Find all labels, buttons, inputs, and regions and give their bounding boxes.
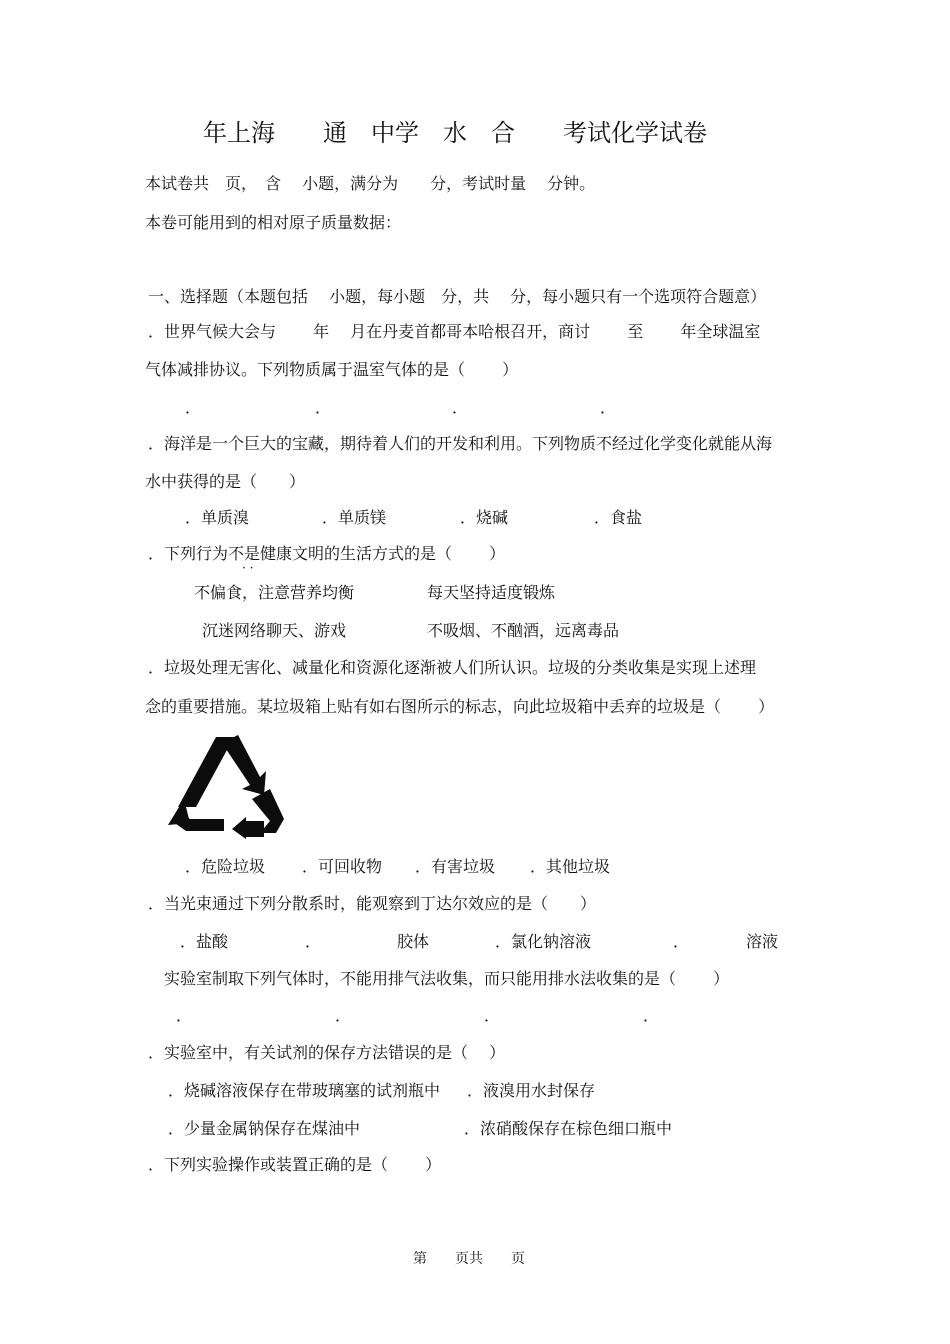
- question-1-stem-line-1: ．世界气候大会与 年 月在丹麦首都哥本哈根召开，商讨 至 年全球温室: [148, 322, 761, 341]
- question-5-option-c: ．氯化钠溶液: [495, 932, 592, 951]
- question-5-option-d: 溶液: [746, 932, 779, 951]
- question-5-stem: ．当光束通过下列分散系时，能观察到丁达尔效应的是（ ）: [148, 894, 597, 913]
- question-1-option-d: ．: [600, 398, 617, 417]
- question-4-option-b: ．可回收物: [302, 857, 383, 876]
- question-3-option-b: 每天坚持适度锻炼: [427, 583, 556, 602]
- exam-title: 年上海 通 中学 水 合 考试化学试卷: [203, 119, 707, 147]
- question-7-stem: ．实验室中，有关试剂的保存方法错误的是（ ）: [148, 1043, 506, 1062]
- question-8-stem: ．下列实验操作或装置正确的是（ ）: [148, 1155, 442, 1174]
- question-3-option-a: 不偏食，注意营养均衡: [194, 583, 355, 602]
- question-5-option-d-dot: ．: [673, 932, 690, 951]
- recycle-symbol: [166, 733, 286, 839]
- section-heading: 一、选择题（本题包括 小题，每小题 分，共 分，每小题只有一个选项符合题意）: [148, 287, 767, 306]
- question-3-stem: ．下列行为不是健康文明的生活方式的是（ ）: [148, 544, 506, 563]
- question-7-option-b: ．液溴用水封保存: [467, 1081, 596, 1100]
- question-2-option-c: ．烧碱: [460, 508, 509, 527]
- question-7-option-c: ．少量金属钠保存在煤油中: [168, 1119, 361, 1138]
- question-6-option-d: ．: [643, 1006, 660, 1025]
- question-6-option-a: ．: [176, 1006, 193, 1025]
- question-4-option-c: ．有害垃圾: [415, 857, 496, 876]
- intro-line-1: 本试卷共 页， 含 小题，满分为 分，考试时量 分钟。: [145, 174, 596, 193]
- question-2-option-a: ．单质溴: [185, 508, 250, 527]
- question-5-option-a: ．盐酸: [180, 932, 229, 951]
- recycle-arm-right: [222, 735, 266, 795]
- emphasis-dots: · ·: [242, 561, 254, 575]
- question-7-option-d: ．浓硝酸保存在棕色细口瓶中: [464, 1119, 673, 1138]
- question-6-option-c: ．: [484, 1006, 501, 1025]
- question-2-stem-line-2: 水中获得的是（ ）: [145, 472, 306, 491]
- question-2-option-b: ．单质镁: [322, 508, 387, 527]
- question-6-stem: 实验室制取下列气体时，不能用排气法收集，而只能用排水法收集的是（ ）: [164, 969, 730, 988]
- page-footer: 第 页共 页: [413, 1251, 525, 1267]
- question-1-option-c: ．: [452, 398, 469, 417]
- question-4-option-d: ．其他垃圾: [530, 857, 611, 876]
- recycle-arm-bottom: [232, 817, 264, 839]
- question-3-option-c: 沉迷网络聊天、游戏: [202, 621, 347, 640]
- question-2-option-d: ．食盐: [594, 508, 643, 527]
- question-1-option-a: ．: [185, 398, 202, 417]
- question-4-stem-line-2: 念的重要措施。某垃圾箱上贴有如右图所示的标志，向此垃圾箱中丢弃的垃圾是（ ）: [145, 697, 775, 716]
- question-4-option-a: ．危险垃圾: [185, 857, 266, 876]
- question-4-stem-line-1: ．垃圾处理无害化、减量化和资源化逐渐被人们所认识。垃圾的分类收集是实现上述理: [148, 658, 757, 677]
- intro-line-2: 本卷可能用到的相对原子质量数据：: [145, 213, 402, 232]
- question-7-option-a: ．烧碱溶液保存在带玻璃塞的试剂瓶中: [168, 1081, 441, 1100]
- question-1-option-b: ．: [315, 398, 332, 417]
- question-5-option-b: 胶体: [397, 932, 430, 951]
- question-1-stem-line-2: 气体减排协议。下列物质属于温室气体的是（ ）: [145, 360, 519, 379]
- question-2-stem-line-1: ．海洋是一个巨大的宝藏，期待着人们的开发和利用。下列物质不经过化学变化就能从海: [148, 434, 773, 453]
- question-6-option-b: ．: [335, 1006, 352, 1025]
- question-5-option-b-dot: ．: [305, 932, 322, 951]
- question-3-option-d: 不吸烟、不酗酒，远离毒品: [427, 621, 620, 640]
